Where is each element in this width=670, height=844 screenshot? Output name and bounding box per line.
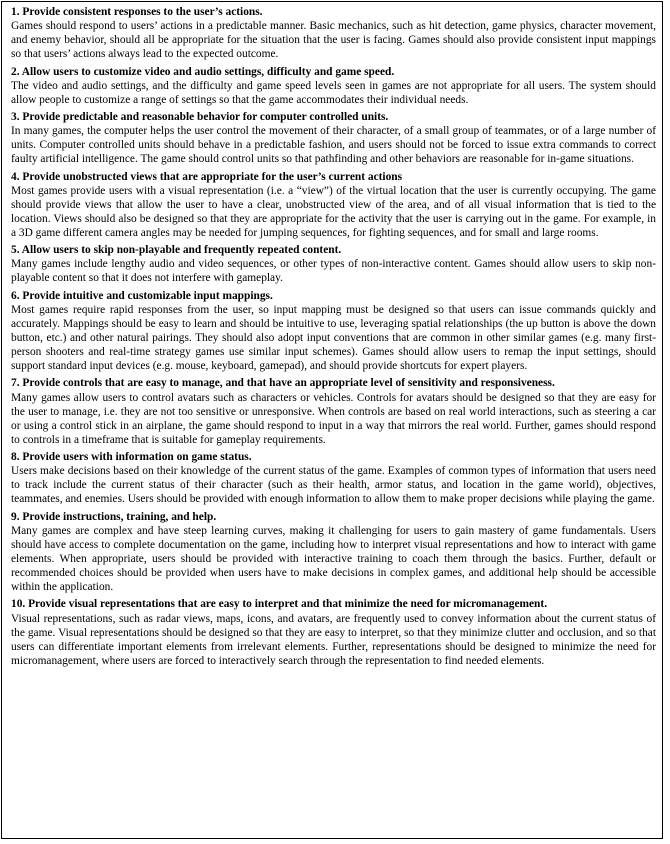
heuristic-body: Most games require rapid responses from the user, so input mapping must be designed so that users can issue commands quickly and accurately. Mappings should be easy to learn and should be intuitive to use, leveraging spatial relationships (the up button is above the down button, etc.) and other natural pairings. They should also adopt input conventions that are common in other similar games (e.g. many first-person shooters and real-time strategy games use similar input schemes). Games should allow users to remap the input settings, should support standard input devices (e.g. mouse, keyboard, gamepad), and should provide shortcuts for expert players.: [11, 303, 656, 373]
heuristic-title: 4. Provide unobstructed views that are appropriate for the user’s current actions: [11, 170, 403, 183]
heuristic-1: [11, 5, 656, 61]
heuristic-body: Many games allow users to control avatars such as characters or vehicles. Controls for avatars should be designed so that they are easy for the user to manage, i.e. they are not too sensitive or unresponsive. When controls are based on real world interactions, such as steering a car or using a control stick in an airplane, the game should respond to input in a way that mirrors the real world. Further, games should respond to controls in a timeframe that is suitable for gameplay requirements.: [11, 391, 656, 446]
heuristic-title: 1. Provide consistent responses to the user’s actions.: [11, 6, 263, 18]
heuristic-title: 5. Allow users to skip non-playable and frequently repeated content.: [11, 244, 342, 257]
heuristic-title: 3. Provide predictable and reasonable behavior for computer controlled units.: [11, 111, 389, 124]
heuristic-7: [11, 376, 656, 446]
heuristic-body: Users make decisions based on their knowledge of the current status of the game. Examples of common types of information that users need to track include the current status of their character (such as their health, armor status, and location in the game world), objectives, teammates, and enemies. Users should be provided with enough information to allow them to make proper decisions while playing the game.: [11, 465, 656, 506]
heuristic-title: 6. Provide intuitive and customizable input mappings.: [11, 289, 273, 302]
heuristic-title: 10. Provide visual representations that are easy to interpret and that minimize the need for micromanagement.: [11, 598, 548, 611]
heuristic-8: [11, 450, 656, 506]
heuristic-title: 9. Provide instructions, training, and help.: [11, 510, 217, 523]
heuristic-title: 2. Allow users to customize video and audio settings, difficulty and game speed.: [11, 65, 395, 78]
heuristic-body: Visual representations, such as radar views, maps, icons, and avatars, are frequently used to convey information about the current status of the game. Visual representations should be designed so that they are easy to interpret, so that they minimize clutter and occlusion, and so that users can differentiate important elements from irrelevant elements. Further, representations should be designed to minimize the need for micromanagement, where users are forced to interactively search through the representation to find needed elements.: [11, 612, 656, 667]
heuristic-body: Games should respond to users’ actions in a predictable manner. Basic mechanics, such as hit detection, game physics, character movement, and enemy behavior, should all be appropriate for the situation that the user is facing. Games should also provide consistent input mappings so that users’ actions always lead to the expected outcome.: [11, 20, 656, 61]
heuristic-title: 7. Provide controls that are easy to manage, and that have an appropriate level of sensitivity and responsiveness.: [11, 377, 555, 390]
heuristic-4: [11, 170, 656, 240]
heuristic-5: [11, 243, 656, 285]
heuristic-body: Many games are complex and have steep learning curves, making it challenging for users to gain mastery of game fundamentals. Users should have access to complete documentation on the game, including how to interpret visual representations and how to interact with game elements. When appropriate, users should be provided with interactive training to coach them through the basics. Further, default or recommended choices should be provided when users have to make decisions in complex games, and additional help should be accessible within the application.: [11, 524, 656, 594]
heuristics-table: [1, 1, 663, 839]
heuristic-body: In many games, the computer helps the user control the movement of their character, of a small group of teammates, or of a large number of units. Computer controlled units should behave in a predictable fashion, and users should not be forced to issue extra commands to correct faulty artificial intelligence. The game should control units so that pathfinding and other behaviors are reasonable for in-game situations.: [11, 125, 656, 166]
heuristic-9: [11, 510, 656, 595]
heuristic-title: 8. Provide users with information on game status.: [11, 451, 252, 464]
heuristic-body: Many games include lengthy audio and video sequences, or other types of non-interactive content. Games should allow users to skip non-playable content so that it does not interfere with gameplay.: [11, 258, 656, 285]
heuristic-body: Most games provide users with a visual representation (i.e. a “view”) of the virtual location that the user is currently occupying. The game should provide views that allow the user to have a clear, unobstructed view of the area, and of all visual information that is tied to the location. Views should also be designed so that they are appropriate for the activity that the user is carrying out in the game. For example, in a 3D game different camera angles may be needed for jumping sequences, for fighting sequences, and for small and large rooms.: [11, 184, 656, 239]
heuristic-2: [11, 65, 656, 107]
heuristic-body: The video and audio settings, and the difficulty and game speed levels seen in games are not appropriate for all users. The system should allow people to customize a range of settings so that the game accommodates their individual needs.: [11, 79, 656, 106]
heuristic-6: [11, 289, 656, 374]
heuristic-3: [11, 110, 656, 166]
heuristic-10: [11, 597, 656, 667]
